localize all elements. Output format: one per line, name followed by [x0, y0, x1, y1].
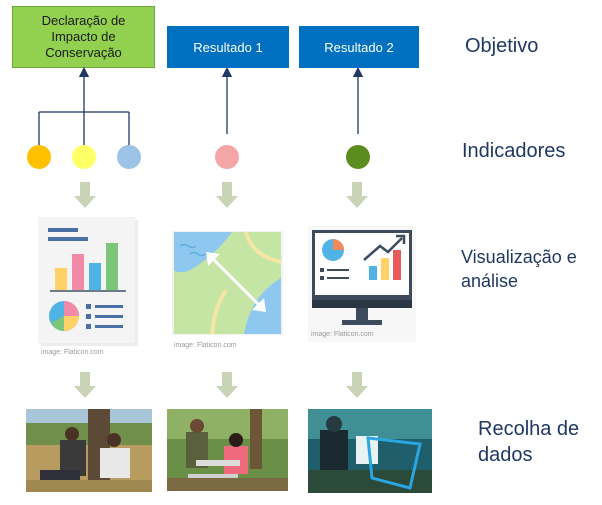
down-arrow [74, 182, 96, 208]
indicator-pink-dot [215, 145, 239, 169]
underwater-survey-photo [308, 409, 432, 493]
indicator-yellow-dot [72, 145, 96, 169]
down-arrow [216, 182, 238, 208]
monitor-chart-icon [308, 226, 416, 342]
result-1-label: Resultado 1 [193, 39, 263, 55]
result-2-label: Resultado 2 [324, 39, 394, 55]
indicator-bracket [39, 72, 129, 146]
conservation-impact-label: Declaração de Impacto de Conservação [41, 13, 126, 60]
down-arrow [346, 372, 368, 398]
indicator-blue-dot [117, 145, 141, 169]
objective-label: Objetivo [465, 35, 539, 57]
field-work-photo [26, 409, 152, 492]
down-arrow [346, 182, 368, 208]
indicator-green-dot [346, 145, 370, 169]
image-credit-1: image: Flaticon.com [41, 349, 104, 356]
indicators-label: Indicadores [462, 140, 566, 162]
image-credit-2: image: Flaticon.com [174, 342, 237, 349]
report-chart-icon [38, 217, 138, 346]
map-icon [172, 231, 283, 335]
data-collection-label: Recolha de dados [478, 418, 580, 466]
down-arrow [216, 372, 238, 398]
visualization-label: Visualização e análise [461, 247, 577, 291]
indicator-orange-dot [27, 145, 51, 169]
image-credit-3: image: Flaticon.com [311, 331, 374, 338]
plant-survey-photo [167, 409, 288, 491]
down-arrow [74, 372, 96, 398]
